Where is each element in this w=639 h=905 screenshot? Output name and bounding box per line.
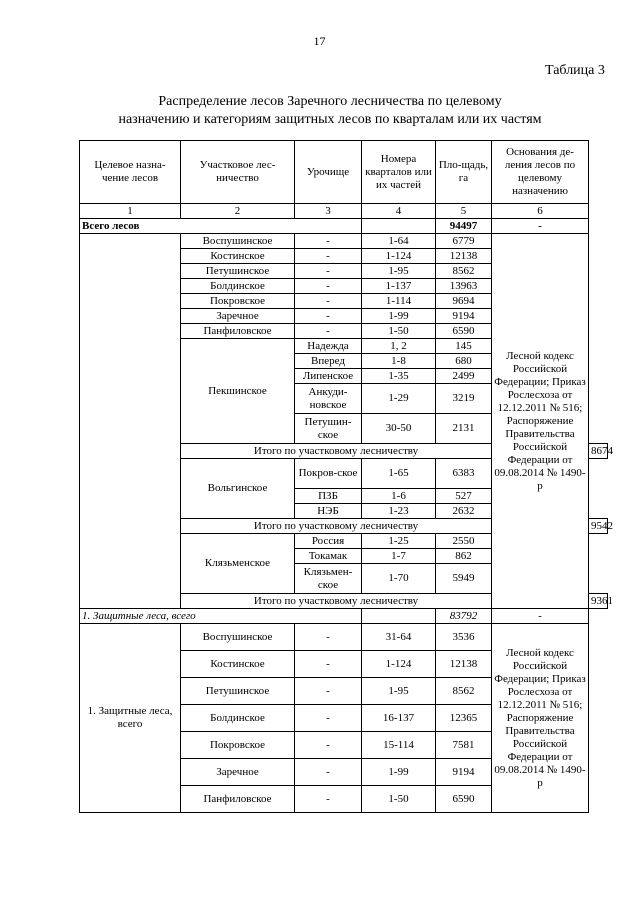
area-cell: 2499: [436, 369, 492, 384]
table-title: [60, 93, 600, 129]
col-number: 1: [80, 204, 181, 219]
district-cell: Костинское: [181, 651, 295, 678]
tract-cell: -: [295, 324, 362, 339]
area-cell: 6383: [436, 459, 492, 489]
tract-cell: Покров-ское: [295, 459, 362, 489]
protective-purpose-cell: 1. Защитные леса, всего: [80, 624, 181, 813]
tract-cell: -: [295, 651, 362, 678]
tract-cell: Надежда: [295, 339, 362, 354]
quarters-cell: 1-50: [362, 786, 436, 813]
page-number: 17: [313, 34, 326, 48]
forest-distribution-table: [79, 140, 613, 813]
column-number-row: [80, 204, 608, 219]
tract-cell: -: [295, 234, 362, 249]
area-cell: 3536: [436, 624, 492, 651]
area-cell: 12138: [436, 249, 492, 264]
header-tract: Урочище: [295, 141, 362, 204]
tract-cell: -: [295, 294, 362, 309]
quarters-cell: 1-95: [362, 678, 436, 705]
quarters-cell: 1-6: [362, 489, 436, 504]
district-cell: Воспушинское: [181, 234, 295, 249]
area-cell: 2550: [436, 534, 492, 549]
col-number: 5: [436, 204, 492, 219]
district-cell: Клязьменское: [181, 534, 295, 594]
tract-cell: Липенское: [295, 369, 362, 384]
tract-cell: -: [295, 705, 362, 732]
quarters-cell: 1-8: [362, 354, 436, 369]
total-basis: -: [492, 219, 589, 234]
quarters-cell: 1-99: [362, 309, 436, 324]
protective-total-row: [80, 609, 608, 624]
area-cell: 12365: [436, 705, 492, 732]
quarters-cell: 1-35: [362, 369, 436, 384]
tract-cell: -: [295, 309, 362, 324]
total-quarters: [362, 219, 436, 234]
header-area: Пло-щадь, га: [436, 141, 492, 204]
area-cell: 5949: [436, 564, 492, 594]
quarters-cell: 30-50: [362, 414, 436, 444]
tract-cell: -: [295, 786, 362, 813]
quarters-cell: 16-137: [362, 705, 436, 732]
tract-cell: -: [295, 279, 362, 294]
purpose-cell: [80, 234, 181, 609]
tract-cell: Токамак: [295, 549, 362, 564]
district-cell: Заречное: [181, 309, 295, 324]
area-cell: 9194: [436, 759, 492, 786]
tract-cell: -: [295, 249, 362, 264]
quarters-cell: 1-124: [362, 249, 436, 264]
area-cell: 7581: [436, 732, 492, 759]
area-cell: 12138: [436, 651, 492, 678]
quarters-cell: 1-70: [362, 564, 436, 594]
subtotal-area: 9361: [589, 594, 608, 609]
table-label: Таблица 3: [545, 63, 605, 78]
title-line-1: Распределение лесов Заречного лесничества по целевому: [158, 94, 502, 109]
subtotal-area: 8674: [589, 444, 608, 459]
tract-cell: -: [295, 264, 362, 279]
total-label: Всего лесов: [80, 219, 362, 234]
tract-cell: -: [295, 624, 362, 651]
quarters-cell: 1-114: [362, 294, 436, 309]
district-cell: Пекшинское: [181, 339, 295, 444]
area-cell: 3219: [436, 384, 492, 414]
tract-cell: ПЗБ: [295, 489, 362, 504]
col-number: 6: [492, 204, 589, 219]
area-cell: 6590: [436, 324, 492, 339]
subtotal-label: Итого по участковому лесничеству: [181, 519, 492, 534]
header-basis: Основания де-ления лесов по целевому назначению: [492, 141, 589, 204]
basis-cell: Лесной кодекс Российской Федерации; Приказ Рослесхоза от 12.12.2011 № 516; Распоряжение Правительства Российской Федерации от 09.08.2014 № 1490-р: [492, 234, 589, 609]
table-row: [80, 234, 608, 249]
tract-cell: Петушин-ское: [295, 414, 362, 444]
quarters-cell: 1-25: [362, 534, 436, 549]
district-cell: Вольгинское: [181, 459, 295, 519]
quarters-cell: 1-29: [362, 384, 436, 414]
subtotal-label: Итого по участковому лесничеству: [181, 594, 492, 609]
area-cell: 145: [436, 339, 492, 354]
quarters-cell: 1-23: [362, 504, 436, 519]
area-cell: 2131: [436, 414, 492, 444]
protective-basis-cell: Лесной кодекс Российской Федерации; Приказ Рослесхоза от 12.12.2011 № 516; Распоряжение Правительства Российской Федерации от 09.08.2014 № 1490-р: [492, 624, 589, 813]
area-cell: 6779: [436, 234, 492, 249]
tract-cell: Клязьмен-ское: [295, 564, 362, 594]
col-number: 2: [181, 204, 295, 219]
col-number: 4: [362, 204, 436, 219]
protective-area: 83792: [436, 609, 492, 624]
quarters-cell: 1-99: [362, 759, 436, 786]
header-purpose: Целевое назна-чение лесов: [80, 141, 181, 204]
table-row: [80, 624, 608, 651]
tract-cell: -: [295, 732, 362, 759]
area-cell: 13963: [436, 279, 492, 294]
quarters-cell: 31-64: [362, 624, 436, 651]
district-cell: Болдинское: [181, 705, 295, 732]
tract-cell: -: [295, 759, 362, 786]
quarters-cell: 1-64: [362, 234, 436, 249]
protective-basis: -: [492, 609, 589, 624]
area-cell: 9194: [436, 309, 492, 324]
district-cell: Воспушинское: [181, 624, 295, 651]
title-line-2: назначению и категориям защитных лесов по кварталам или их частям: [118, 112, 542, 127]
district-cell: Покровское: [181, 294, 295, 309]
tract-cell: Вперед: [295, 354, 362, 369]
quarters-cell: 1-137: [362, 279, 436, 294]
district-cell: Петушинское: [181, 678, 295, 705]
col-number: 3: [295, 204, 362, 219]
area-cell: 6590: [436, 786, 492, 813]
district-cell: Заречное: [181, 759, 295, 786]
protective-quarters: [362, 609, 436, 624]
area-cell: 8562: [436, 264, 492, 279]
area-cell: 680: [436, 354, 492, 369]
protective-label: 1. Защитные леса, всего: [80, 609, 362, 624]
district-cell: Костинское: [181, 249, 295, 264]
quarters-cell: 1-124: [362, 651, 436, 678]
quarters-cell: 1-65: [362, 459, 436, 489]
tract-cell: Россия: [295, 534, 362, 549]
quarters-cell: 15-114: [362, 732, 436, 759]
quarters-cell: 1-95: [362, 264, 436, 279]
header-quarters: Номера кварталов или их частей: [362, 141, 436, 204]
district-cell: Покровское: [181, 732, 295, 759]
area-cell: 862: [436, 549, 492, 564]
header-district: Участковое лес-ничество: [181, 141, 295, 204]
quarters-cell: 1-50: [362, 324, 436, 339]
total-area: 94497: [436, 219, 492, 234]
tract-cell: НЭБ: [295, 504, 362, 519]
area-cell: 527: [436, 489, 492, 504]
district-cell: Панфиловское: [181, 324, 295, 339]
tract-cell: Анкуди-новское: [295, 384, 362, 414]
subtotal-area: 9542: [589, 519, 608, 534]
quarters-cell: 1-7: [362, 549, 436, 564]
area-cell: 8562: [436, 678, 492, 705]
subtotal-label: Итого по участковому лесничеству: [181, 444, 492, 459]
area-cell: 9694: [436, 294, 492, 309]
district-cell: Петушинское: [181, 264, 295, 279]
quarters-cell: 1, 2: [362, 339, 436, 354]
header-row: [80, 141, 608, 204]
area-cell: 2632: [436, 504, 492, 519]
total-row: [80, 219, 608, 234]
tract-cell: -: [295, 678, 362, 705]
district-cell: Болдинское: [181, 279, 295, 294]
district-cell: Панфиловское: [181, 786, 295, 813]
